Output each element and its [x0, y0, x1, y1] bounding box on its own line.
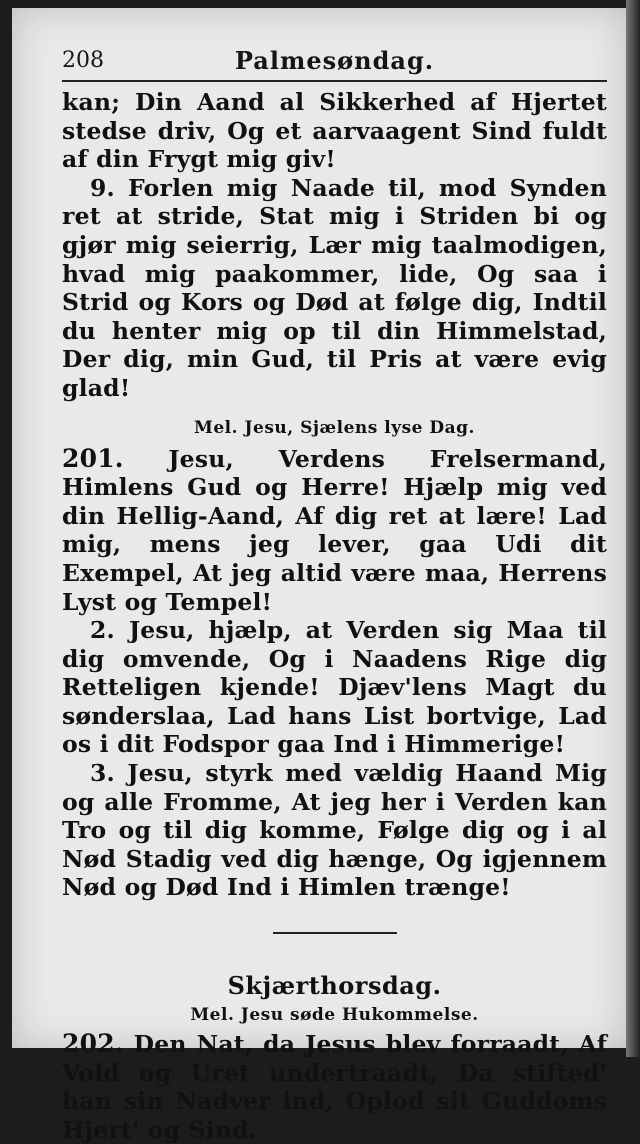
section-divider	[273, 932, 397, 934]
page-header	[62, 44, 607, 82]
verse-text: Den Nat, da Jesus blev forraadt, Af Vold og Uret undertraadt, Da stifted' han sin Nadver ind, Oplod sit Guddoms Hjert' og Sind.	[62, 1030, 607, 1144]
verse-continuation: kan; Din Aand al Sikkerhed af Hjertet stedse driv, Og et aarvaagent Sind fuldt af din Frygt mig giv!	[62, 88, 607, 174]
verse-text: Jesu, Verdens Frelsermand, Himlens Gud og Herre! Hjælp mig ved din Hellig-Aand, Af dig ret at lære! Lad mig, mens jeg lever, gaa Udi dit Exempel, At jeg altid være maa, Herrens Lyst og Tempel!	[62, 444, 608, 616]
verse-text: Forlen mig Naade til, mod Synden ret at stride, Stat mig i Striden bi og gjør mig seierrig, Lær mig taalmodigen, hvad mig paakommer, lide, Og saa i Strid og Kors og Død at følge dig, Indtil du henter mig op til din Himmelstad, Der dig, min Gud, til Pris at være evig glad!	[62, 173, 607, 402]
melody-line: Mel. Jesu, Sjælens lyse Dag.	[194, 417, 475, 438]
section-title: Skjærthorsdag.	[227, 971, 442, 1001]
hymn-number: 202.	[62, 1029, 124, 1059]
verse-9	[62, 174, 607, 403]
page-content	[62, 88, 607, 1144]
verse-text: Jesu, hjælp, at Verden sig Maa til dig omvende, Og i Naadens Rige dig Retteligen kjende! Djæv'lens Magt du sønderslaa, Lad hans List bortvige, Lad os i dit Fodspor gaa Ind i Himmerige!	[62, 616, 607, 759]
hymn-201-verse-3	[62, 759, 607, 902]
verse-text: Jesu, styrk med vældig Haand Mig og alle Fromme, At jeg her i Verden kan Tro og til dig komme, Følge dig og i al Nød Stadig ved dig hænge, Og igjennem Nød og Død Ind i Himlen trænge!	[62, 759, 607, 902]
verse-number: 3.	[90, 759, 115, 788]
verse-number: 9.	[90, 173, 115, 202]
book-spine-shadow	[626, 0, 640, 1057]
hymn-202-verse-1	[62, 1030, 607, 1144]
hymn-number: 201.	[62, 443, 124, 473]
hymn-201-verse-2	[62, 616, 607, 759]
page-number: 208	[62, 48, 104, 73]
melody-line: Mel. Jesu søde Hukommelse.	[190, 1005, 479, 1026]
verse-number: 2.	[90, 616, 115, 645]
book-page	[12, 8, 626, 1144]
hymn-201-verse-1	[62, 445, 607, 617]
running-title: Palmesøndag.	[234, 46, 435, 75]
